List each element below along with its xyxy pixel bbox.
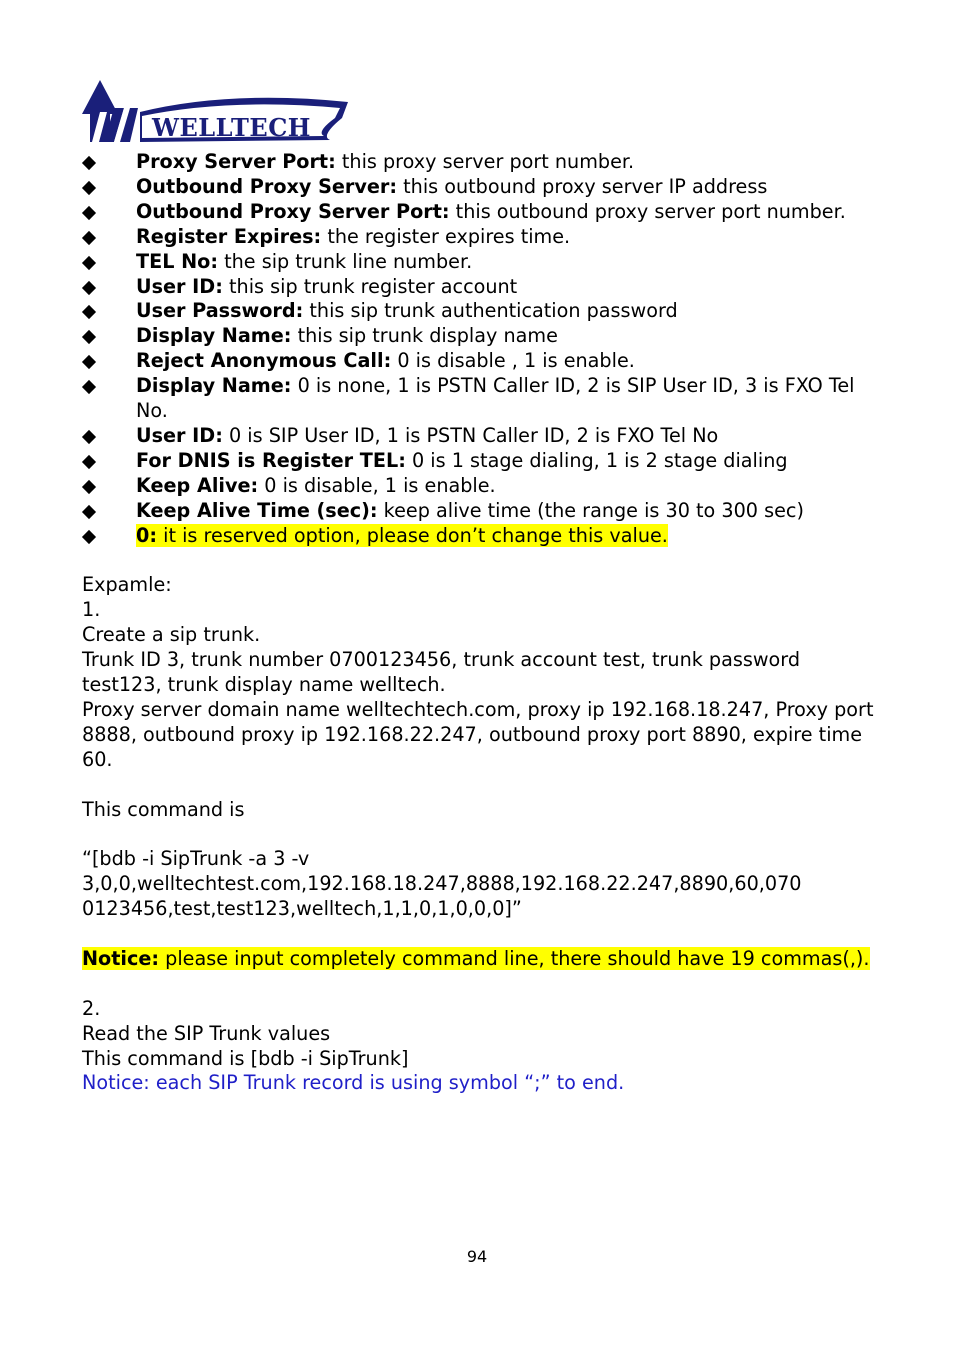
command-line-2: 3,0,0,welltechtest.com,192.168.18.247,8888,192.168.22.247,8890,60,070 (82, 872, 802, 896)
command-line-3: 0123456,test,test123,welltech,1,1,0,1,0,0,0]” (82, 897, 522, 921)
example-2-command: This command is [bdb -i SipTrunk] (82, 1046, 409, 1070)
example-1-number: 1. (82, 598, 101, 622)
list-item: Display Name: 0 is none, 1 is PSTN Caller ID, 2 is SIP User ID, 3 is FXO Tel No. (82, 374, 882, 424)
diamond-bullet-icon (82, 380, 96, 394)
parameter-list (82, 150, 882, 549)
example-heading: Expamle: (82, 573, 172, 597)
example-2-notice: Notice: each SIP Trunk record is using symbol “;” to end. (82, 1071, 625, 1095)
diamond-bullet-icon (82, 530, 96, 544)
svg-text:WELLTECH: WELLTECH (152, 113, 311, 142)
diamond-bullet-icon (82, 280, 96, 294)
diamond-bullet-icon (82, 305, 96, 319)
list-item: User ID: 0 is SIP User ID, 1 is PSTN Caller ID, 2 is FXO Tel No (82, 424, 882, 449)
list-item: Keep Alive Time (sec): keep alive time (the range is 30 to 300 sec) (82, 499, 882, 524)
page-number: 94 (466, 1247, 488, 1266)
example-2-number: 2. (82, 996, 101, 1020)
list-item: User Password: this sip trunk authentication password (82, 299, 882, 324)
example-1-title: Create a sip trunk. (82, 623, 261, 647)
welltech-logo (80, 78, 352, 144)
document-body (82, 150, 882, 1096)
list-item: Proxy Server Port: this proxy server port number. (82, 150, 882, 175)
diamond-bullet-icon (82, 231, 96, 245)
example-2-title: Read the SIP Trunk values (82, 1021, 331, 1045)
list-item: User ID: this sip trunk register account (82, 275, 882, 300)
diamond-bullet-icon (82, 256, 96, 270)
diamond-bullet-icon (82, 455, 96, 469)
diamond-bullet-icon (82, 480, 96, 494)
diamond-bullet-icon (82, 156, 96, 170)
list-item: For DNIS is Register TEL: 0 is 1 stage dialing, 1 is 2 stage dialing (82, 449, 882, 474)
diamond-bullet-icon (82, 206, 96, 220)
list-item: Reject Anonymous Call: 0 is disable , 1 is enable. (82, 349, 882, 374)
list-item: Outbound Proxy Server Port: this outbound proxy server port number. (82, 200, 882, 225)
highlight: 0: it is reserved option, please don’t change this value. (136, 523, 668, 547)
example-1-desc-proxy: Proxy server domain name welltechtech.com, proxy ip 192.168.18.247, Proxy port 8888, outbound proxy ip 192.168.22.247, outbound proxy port 8890, expire time 60. (82, 697, 874, 771)
list-item: Register Expires: the register expires time. (82, 225, 882, 250)
command-intro: This command is (82, 797, 245, 821)
list-item: Outbound Proxy Server: this outbound proxy server IP address (82, 175, 882, 200)
list-item: Display Name: this sip trunk display name (82, 324, 882, 349)
list-item-reserved-highlight (82, 524, 882, 549)
diamond-bullet-icon (82, 330, 96, 344)
diamond-bullet-icon (82, 355, 96, 369)
diamond-bullet-icon (82, 505, 96, 519)
highlight: Notice: please input completely command line, there should have 19 commas(,). (82, 946, 870, 970)
list-item: Keep Alive: 0 is disable, 1 is enable. (82, 474, 882, 499)
list-item: TEL No: the sip trunk line number. (82, 250, 882, 275)
command-line-1: “[bdb -i SipTrunk -a 3 -v (82, 847, 310, 871)
notice-commas (82, 947, 882, 972)
example-1-desc-trunk: Trunk ID 3, trunk number 0700123456, trunk account test, trunk password test123, trunk display name welltech. (82, 648, 801, 697)
diamond-bullet-icon (82, 181, 96, 195)
diamond-bullet-icon (82, 430, 96, 444)
